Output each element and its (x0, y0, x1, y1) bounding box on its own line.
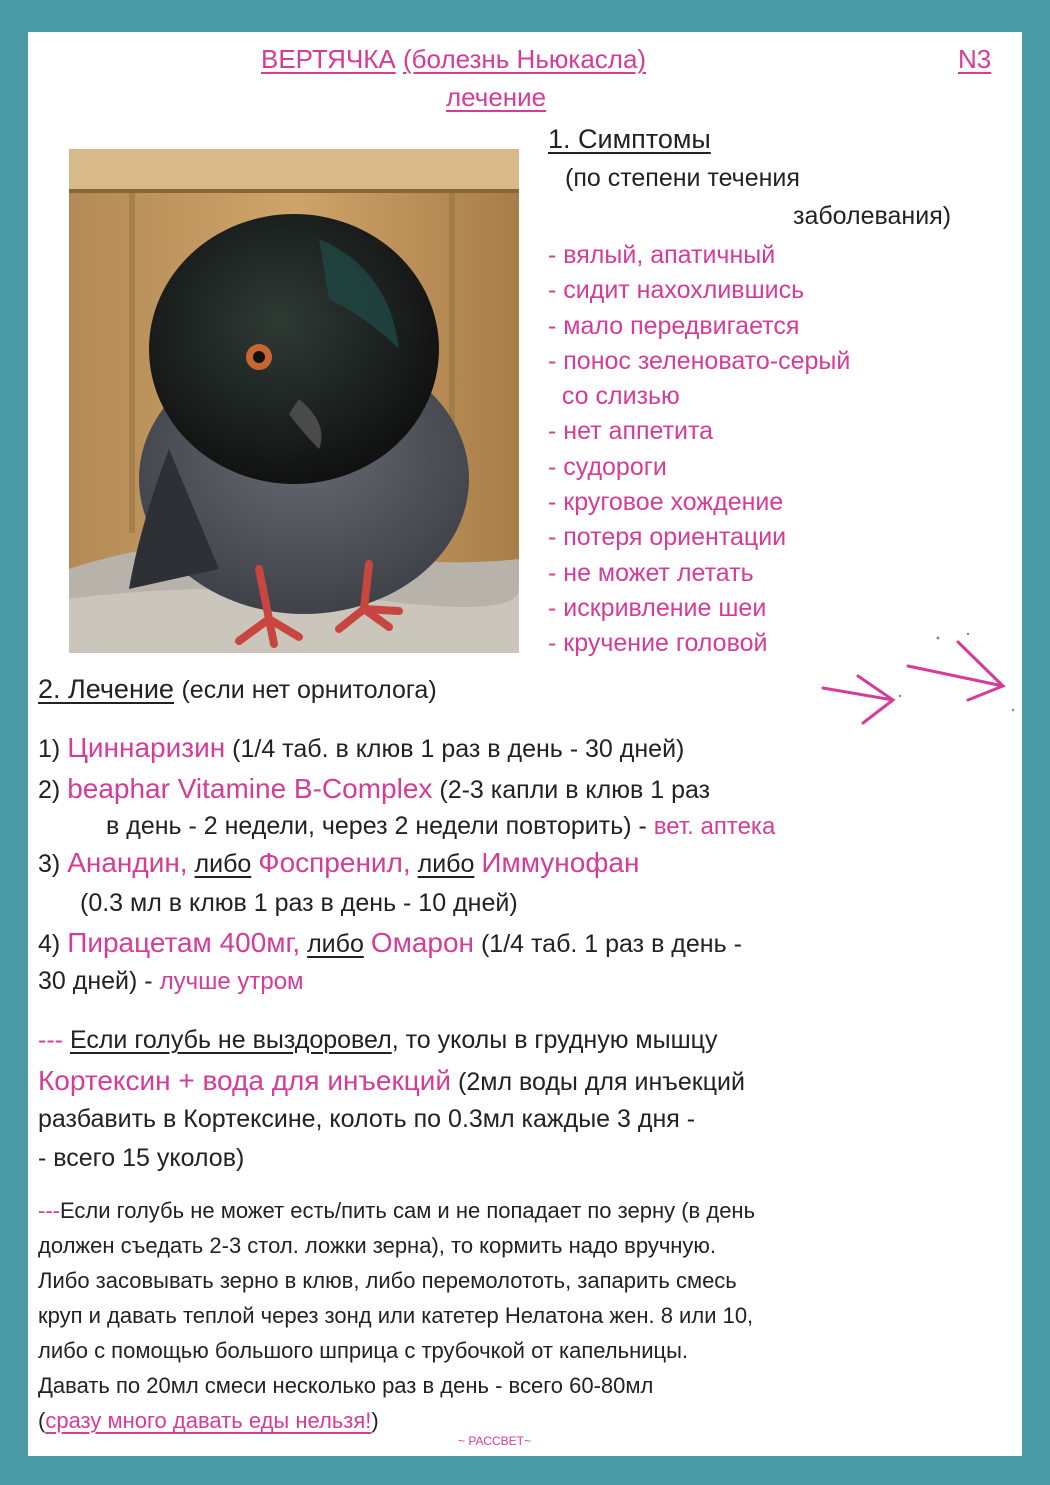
injection-line-3: разбавить в Кортексине, колоть по 0.3мл каждые 3 дня - (38, 1105, 696, 1133)
treatment-heading (38, 674, 437, 705)
symptom-item: - потеря ориентации (548, 523, 787, 552)
symptom-item: со слизью (548, 382, 680, 411)
injection-text: , то уколы в грудную мышцу (391, 1026, 718, 1054)
pigeon-illustration (69, 149, 519, 653)
dashes: --- (38, 1198, 60, 1223)
note-text: лучше утром (159, 968, 304, 995)
symptom-item: - круговое хождение (548, 488, 784, 517)
feeding-line-1 (38, 1198, 755, 1224)
symptoms-subheading-1: (по степени течения (565, 164, 800, 192)
drug-name: Фоспренил, (258, 847, 411, 878)
dashes: --- (38, 1026, 63, 1054)
feeding-line-7 (38, 1408, 379, 1434)
feeding-line-5: либо с помощью большого шприца с трубочкой от капельницы. (38, 1338, 689, 1363)
page-title (261, 44, 646, 75)
symptom-item: - кручение головой (548, 629, 768, 658)
title-paren: (болезнь Ньюкасла) (403, 44, 647, 74)
drug-name: Кортексин + вода для инъекций (38, 1065, 452, 1096)
treatment-title: 2. Лечение (38, 674, 174, 704)
paren: ( (38, 1408, 46, 1433)
item-number: 3) (38, 850, 61, 878)
or-text: либо (417, 850, 475, 878)
symptom-item: - сидит нахохлившись (548, 276, 805, 305)
title-main: ВЕРТЯЧКА (261, 44, 396, 74)
feeding-line-4: круп и давать теплой через зонд или катетер Нелатона жен. 8 или 10, (38, 1303, 754, 1328)
drug-name: Циннаризин (67, 732, 226, 763)
injection-text: (2мл воды для инъекций (458, 1068, 745, 1096)
drug-name: Иммунофан (481, 847, 640, 878)
item-number: 4) (38, 930, 61, 958)
symptoms-list (548, 238, 850, 662)
document-page (28, 32, 1022, 1456)
symptom-item: - судороги (548, 452, 667, 481)
drug-name: Анандин, (67, 847, 188, 878)
symptoms-heading: 1. Симптомы (548, 124, 711, 154)
symptom-item: - мало передвигается (548, 311, 800, 340)
or-text: либо (307, 930, 364, 958)
treatment-line-1 (38, 732, 684, 764)
symptom-item: - вялый, апатичный (548, 241, 776, 269)
symptom-item: - нет аппетита (548, 417, 714, 446)
injection-line-1 (38, 1026, 717, 1055)
treatment-line-3b (80, 889, 518, 918)
dosage-text: (1/4 таб. 1 раз в день - (480, 930, 742, 958)
feeding-line-6: Давать по 20мл смеси несколько раз в день - всего 60-80мл (38, 1373, 654, 1398)
treatment-line-3 (38, 847, 639, 879)
feeding-line-2: должен съедать 2-3 стол. ложки зерна), то кормить надо вручную. (38, 1233, 717, 1258)
symptom-item: - искривление шеи (548, 593, 767, 622)
footprint-icon (818, 628, 1018, 728)
symptom-item: - не может летать (548, 558, 754, 587)
treatment-line-2b (106, 812, 775, 841)
dosage-text: (2-3 капли в клюв 1 раз (439, 776, 711, 804)
treatment-note: (если нет орнитолога) (181, 676, 437, 704)
or-text: либо (194, 850, 252, 878)
item-number: 1) (38, 735, 61, 763)
dosage-text: 30 дней) - (38, 967, 153, 995)
paren: ) (371, 1408, 379, 1433)
dosage-text: (0.3 мл в клюв 1 раз в день - 10 дней) (80, 889, 518, 917)
treatment-line-4b (38, 967, 304, 996)
symptom-item: - понос зеленовато-серый (548, 346, 851, 375)
injection-line-2 (38, 1065, 745, 1097)
treatment-line-2 (38, 773, 710, 805)
injection-line-4: - всего 15 уколов) (38, 1144, 245, 1172)
source-text: вет. аптека (653, 813, 776, 840)
page-number: N3 (958, 44, 992, 74)
brand-footer: ~ РАССВЕТ~ (458, 1434, 531, 1448)
treatment-line-4 (38, 927, 742, 959)
dosage-text: (1/4 таб. в клюв 1 раз в день - 30 дней) (232, 735, 685, 763)
feeding-line-3: Либо засовывать зерно в клюв, либо перемолототь, запарить смесь (38, 1268, 737, 1293)
feeding-text: Если голубь не может есть/пить сам и не попадает по зерну (в день (59, 1198, 756, 1223)
page-subtitle: лечение (446, 82, 547, 112)
drug-name: Омарон (370, 927, 475, 958)
dosage-text: в день - 2 недели, через 2 недели повторить) - (106, 812, 647, 840)
drug-name: Пирацетам 400мг, (67, 927, 301, 958)
drug-name: beaphar Vitamine B-Complex (67, 773, 433, 804)
item-number: 2) (38, 776, 61, 804)
condition-text: Если голубь не выздоровел (69, 1026, 392, 1054)
pigeon-photo (69, 149, 519, 653)
symptoms-subheading-2: заболевания) (793, 202, 952, 230)
warning-text: сразу много давать еды нельзя! (45, 1408, 372, 1433)
